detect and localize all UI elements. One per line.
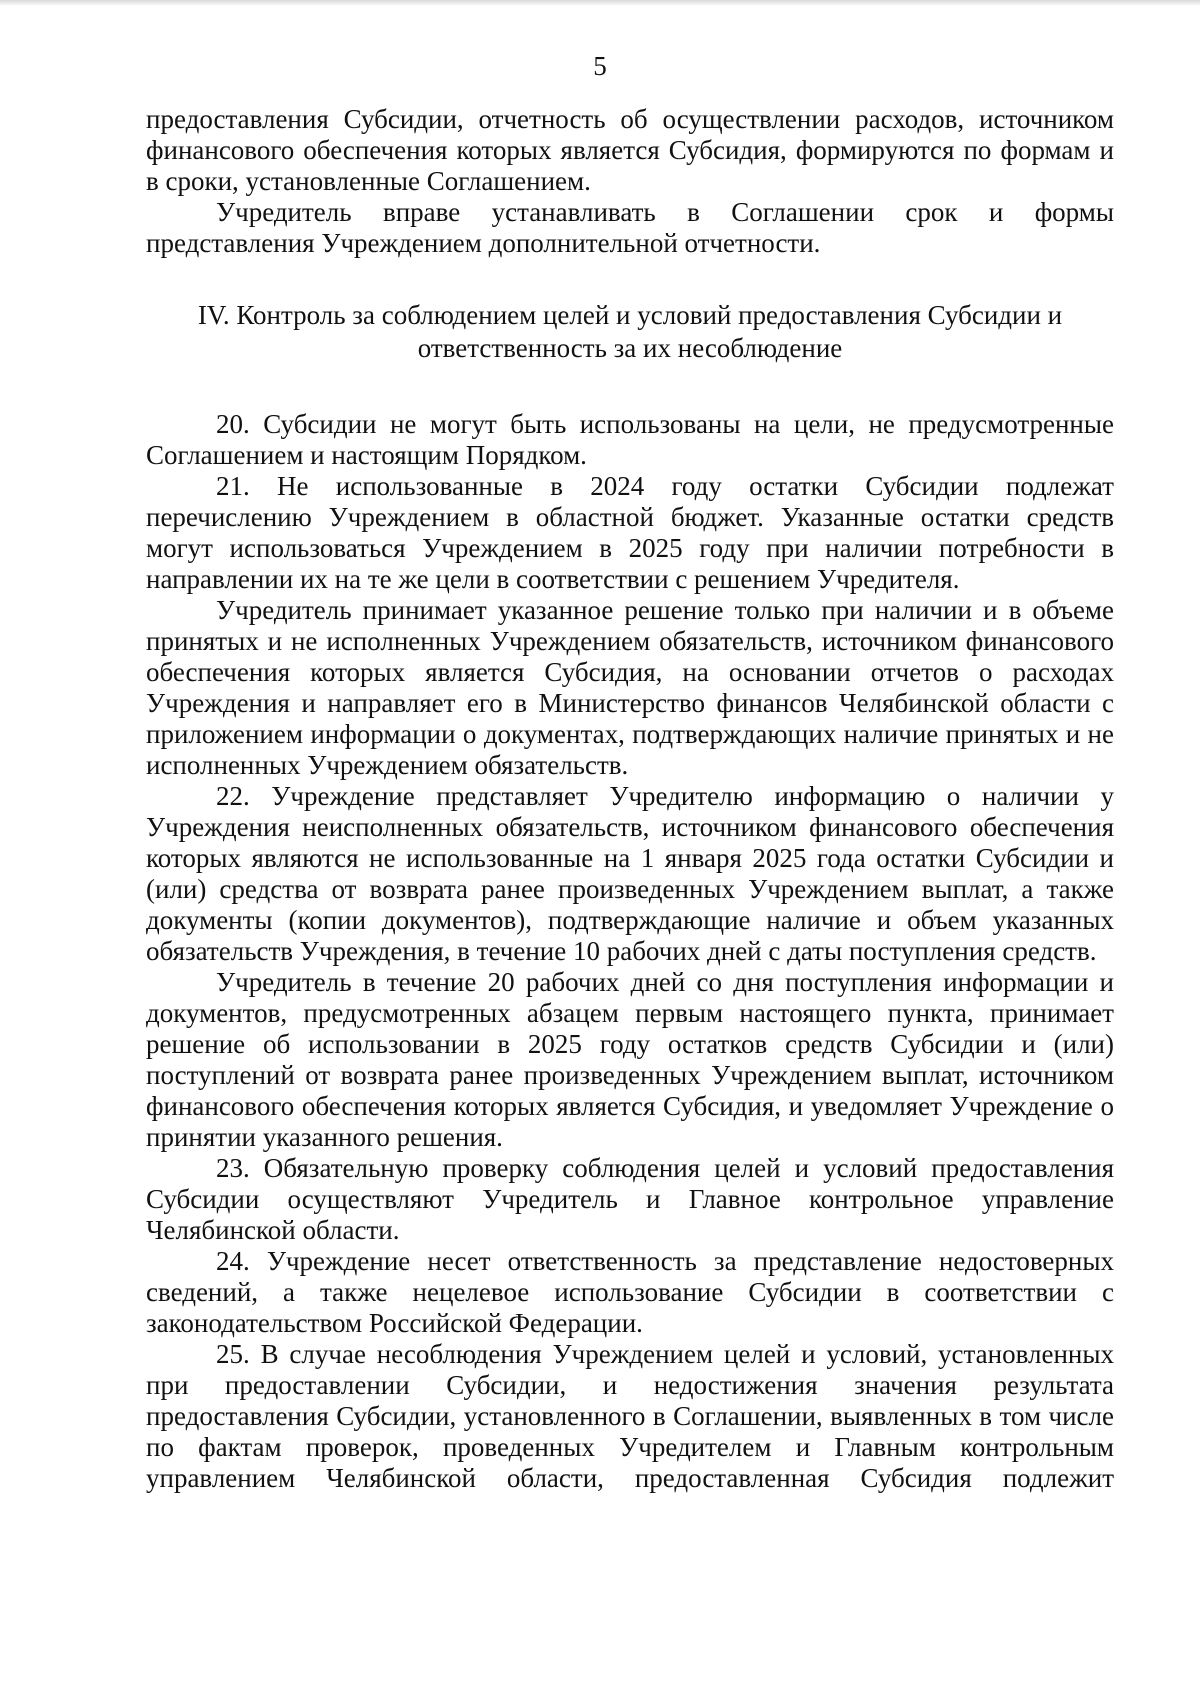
paragraph-23: 23. Обязательную проверку соблюдения целей и условий предоставления Субсидии осуществляют Учредитель и Главное контрольное управление Челябинской области.	[146, 1153, 1114, 1245]
section-heading-line-1: IV. Контроль за соблюдением целей и условий предоставления Субсидии и	[197, 300, 1063, 330]
section-heading	[146, 299, 1114, 365]
paragraph-21-founder-decision: Учредитель принимает указанное решение только при наличии и в объеме принятых и не исполненных Учреждением обязательств, источником финансового обеспечения которых является Субсидия, на основании отчетов о расходах Учреждения и направляет его в Министерство финансов Челябинской области с приложением информации о документах, подтверждающих наличие принятых и не исполненных Учреждением обязательств.	[146, 595, 1114, 780]
document-body	[146, 104, 1114, 1494]
paragraph-21: 21. Не использованные в 2024 году остатки Субсидии подлежат перечислению Учреждением в областной бюджет. Указанные остатки средств могут использоваться Учреждением в 2025 году при наличии потребности в направлении их на те же цели в соответствии с решением Учредителя.	[146, 471, 1114, 594]
section-heading-line-2: ответственность за их несоблюдение	[417, 333, 843, 363]
paragraph-20: 20. Субсидии не могут быть использованы на цели, не предусмотренные Соглашением и настоящим Порядком.	[146, 409, 1114, 470]
paragraph-continuation: предоставления Субсидии, отчетность об осуществлении расходов, источником финансового обеспечения которых является Субсидия, формируются по формам и в сроки, установленные Соглашением.	[146, 104, 1114, 196]
paragraph-24: 24. Учреждение несет ответственность за представление недостоверных сведений, а также нецелевое использование Субсидии в соответствии с законодательством Российской Федерации.	[146, 1246, 1114, 1338]
paragraph-founder-reporting: Учредитель вправе устанавливать в Соглашении срок и формы представления Учреждением дополнительной отчетности.	[146, 197, 1114, 258]
paragraph-22-founder-decision: Учредитель в течение 20 рабочих дней со дня поступления информации и документов, предусмотренных абзацем первым настоящего пункта, принимает решение об использовании в 2025 году остатков средств Субсидии и (или) поступлений от возврата ранее произведенных Учреждением выплат, источником финансового обеспечения которых является Субсидия, и уведомляет Учреждение о принятии указанного решения.	[146, 967, 1114, 1152]
scan-edge	[0, 0, 1200, 6]
paragraph-25: 25. В случае несоблюдения Учреждением целей и условий, установленных при предоставлении Субсидии, и недостижения значения результата предоставления Субсидии, установленного в Соглашении, выявленных в том числе по фактам проверок, проведенных Учредителем и Главным контрольным управлением Челябинской области, предоставленная Субсидия подлежит	[146, 1339, 1114, 1493]
paragraph-22: 22. Учреждение представляет Учредителю информацию о наличии у Учреждения неисполненных обязательств, источником финансового обеспечения которых являются не использованные на 1 января 2025 года остатки Субсидии и (или) средства от возврата ранее произведенных Учреждением выплат, а также документы (копии документов), подтверждающие наличие и объем указанных обязательств Учреждения, в течение 10 рабочих дней с даты поступления средств.	[146, 781, 1114, 966]
page-number: 5	[593, 51, 607, 81]
